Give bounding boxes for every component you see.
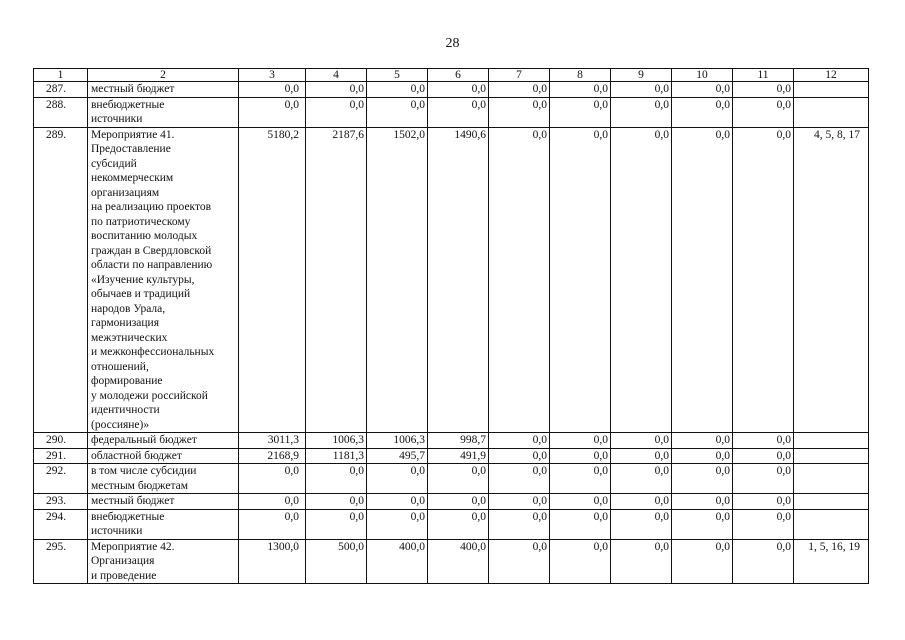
column-header: 6	[428, 69, 489, 82]
table-row	[34, 494, 869, 510]
table-row	[34, 433, 869, 449]
reference-cell: 4, 5, 8, 17	[794, 127, 869, 433]
reference-cell	[794, 494, 869, 510]
row-name-cell: федеральный бюджет	[88, 433, 239, 449]
value-cell: 0,0	[306, 464, 367, 494]
value-cell: 0,0	[733, 494, 794, 510]
row-number-cell: 287.	[34, 82, 88, 98]
value-cell: 0,0	[550, 464, 611, 494]
value-cell: 5180,2	[239, 127, 306, 433]
value-cell: 0,0	[611, 127, 672, 433]
value-cell: 0,0	[733, 433, 794, 449]
row-number-cell: 295.	[34, 539, 88, 584]
column-header: 7	[489, 69, 550, 82]
table-row	[34, 509, 869, 539]
column-header: 2	[88, 69, 239, 82]
table-row	[34, 464, 869, 494]
value-cell: 0,0	[672, 127, 733, 433]
column-header: 9	[611, 69, 672, 82]
reference-cell	[794, 464, 869, 494]
column-number-row	[34, 69, 869, 82]
table-row	[34, 539, 869, 584]
value-cell: 0,0	[550, 494, 611, 510]
value-cell: 0,0	[550, 97, 611, 127]
value-cell: 0,0	[489, 448, 550, 464]
value-cell: 0,0	[611, 97, 672, 127]
row-name-cell: Мероприятие 41. Предоставление субсидий некоммерческим организациям на реализацию проектов по патриотическому воспитанию молодых граждан в Свердловской области по направлению «Изучение культуры, обычаев и традиций народов Урала, гармонизация межэтнических и межконфессиональных отношений, формирование у молодежи российской идентичности (россияне)»	[88, 127, 239, 433]
reference-cell	[794, 509, 869, 539]
value-cell: 495,7	[367, 448, 428, 464]
value-cell: 0,0	[733, 539, 794, 584]
table-body	[34, 69, 869, 584]
value-cell: 0,0	[306, 509, 367, 539]
reference-cell	[794, 82, 869, 98]
value-cell: 1300,0	[239, 539, 306, 584]
value-cell: 0,0	[489, 127, 550, 433]
row-name-cell: областной бюджет	[88, 448, 239, 464]
value-cell: 0,0	[733, 464, 794, 494]
table-row	[34, 448, 869, 464]
column-header: 10	[672, 69, 733, 82]
value-cell: 0,0	[550, 82, 611, 98]
value-cell: 0,0	[550, 448, 611, 464]
value-cell: 0,0	[611, 82, 672, 98]
value-cell: 0,0	[672, 82, 733, 98]
value-cell: 0,0	[239, 494, 306, 510]
value-cell: 400,0	[367, 539, 428, 584]
value-cell: 3011,3	[239, 433, 306, 449]
row-number-cell: 291.	[34, 448, 88, 464]
value-cell: 0,0	[239, 464, 306, 494]
value-cell: 0,0	[672, 494, 733, 510]
value-cell: 0,0	[550, 539, 611, 584]
value-cell: 0,0	[489, 82, 550, 98]
value-cell: 0,0	[306, 82, 367, 98]
column-header: 1	[34, 69, 88, 82]
value-cell: 0,0	[733, 97, 794, 127]
value-cell: 400,0	[428, 539, 489, 584]
reference-cell	[794, 97, 869, 127]
value-cell: 0,0	[733, 82, 794, 98]
value-cell: 1502,0	[367, 127, 428, 433]
value-cell: 0,0	[611, 433, 672, 449]
row-name-cell: внебюджетные источники	[88, 97, 239, 127]
value-cell: 0,0	[239, 82, 306, 98]
value-cell: 0,0	[489, 97, 550, 127]
value-cell: 0,0	[672, 539, 733, 584]
value-cell: 0,0	[550, 509, 611, 539]
table-row	[34, 97, 869, 127]
value-cell: 2187,6	[306, 127, 367, 433]
value-cell: 0,0	[489, 494, 550, 510]
value-cell: 0,0	[489, 539, 550, 584]
value-cell: 1490,6	[428, 127, 489, 433]
value-cell: 0,0	[428, 494, 489, 510]
column-header: 12	[794, 69, 869, 82]
value-cell: 0,0	[489, 464, 550, 494]
reference-cell: 1, 5, 16, 19	[794, 539, 869, 584]
value-cell: 0,0	[733, 448, 794, 464]
table-row	[34, 82, 869, 98]
value-cell: 2168,9	[239, 448, 306, 464]
value-cell: 0,0	[428, 509, 489, 539]
row-number-cell: 289.	[34, 127, 88, 433]
value-cell: 0,0	[239, 509, 306, 539]
column-header: 8	[550, 69, 611, 82]
value-cell: 0,0	[672, 509, 733, 539]
value-cell: 0,0	[367, 464, 428, 494]
value-cell: 0,0	[367, 509, 428, 539]
column-header: 5	[367, 69, 428, 82]
value-cell: 0,0	[672, 433, 733, 449]
value-cell: 0,0	[611, 539, 672, 584]
table-row	[34, 127, 869, 433]
value-cell: 0,0	[367, 494, 428, 510]
row-number-cell: 292.	[34, 464, 88, 494]
value-cell: 1181,3	[306, 448, 367, 464]
value-cell: 0,0	[611, 509, 672, 539]
column-header: 3	[239, 69, 306, 82]
value-cell: 0,0	[672, 97, 733, 127]
value-cell: 0,0	[611, 494, 672, 510]
reference-cell	[794, 448, 869, 464]
row-number-cell: 293.	[34, 494, 88, 510]
value-cell: 0,0	[367, 82, 428, 98]
page-number: 28	[445, 36, 460, 51]
value-cell: 0,0	[489, 433, 550, 449]
value-cell: 0,0	[489, 509, 550, 539]
row-number-cell: 288.	[34, 97, 88, 127]
value-cell: 0,0	[306, 494, 367, 510]
value-cell: 0,0	[611, 464, 672, 494]
value-cell: 0,0	[733, 127, 794, 433]
row-name-cell: в том числе субсидии местным бюджетам	[88, 464, 239, 494]
value-cell: 500,0	[306, 539, 367, 584]
row-name-cell: местный бюджет	[88, 82, 239, 98]
value-cell: 0,0	[550, 127, 611, 433]
column-header: 4	[306, 69, 367, 82]
column-header: 11	[733, 69, 794, 82]
value-cell: 0,0	[306, 97, 367, 127]
value-cell: 0,0	[428, 82, 489, 98]
value-cell: 0,0	[428, 464, 489, 494]
row-name-cell: внебюджетные источники	[88, 509, 239, 539]
value-cell: 1006,3	[367, 433, 428, 449]
value-cell: 0,0	[611, 448, 672, 464]
value-cell: 0,0	[550, 433, 611, 449]
row-name-cell: местный бюджет	[88, 494, 239, 510]
value-cell: 0,0	[239, 97, 306, 127]
value-cell: 1006,3	[306, 433, 367, 449]
budget-table	[33, 68, 869, 584]
value-cell: 0,0	[672, 464, 733, 494]
row-number-cell: 290.	[34, 433, 88, 449]
value-cell: 491,9	[428, 448, 489, 464]
row-number-cell: 294.	[34, 509, 88, 539]
value-cell: 0,0	[672, 448, 733, 464]
value-cell: 0,0	[733, 509, 794, 539]
reference-cell	[794, 433, 869, 449]
value-cell: 998,7	[428, 433, 489, 449]
value-cell: 0,0	[367, 97, 428, 127]
row-name-cell: Мероприятие 42. Организация и проведение	[88, 539, 239, 584]
value-cell: 0,0	[428, 97, 489, 127]
